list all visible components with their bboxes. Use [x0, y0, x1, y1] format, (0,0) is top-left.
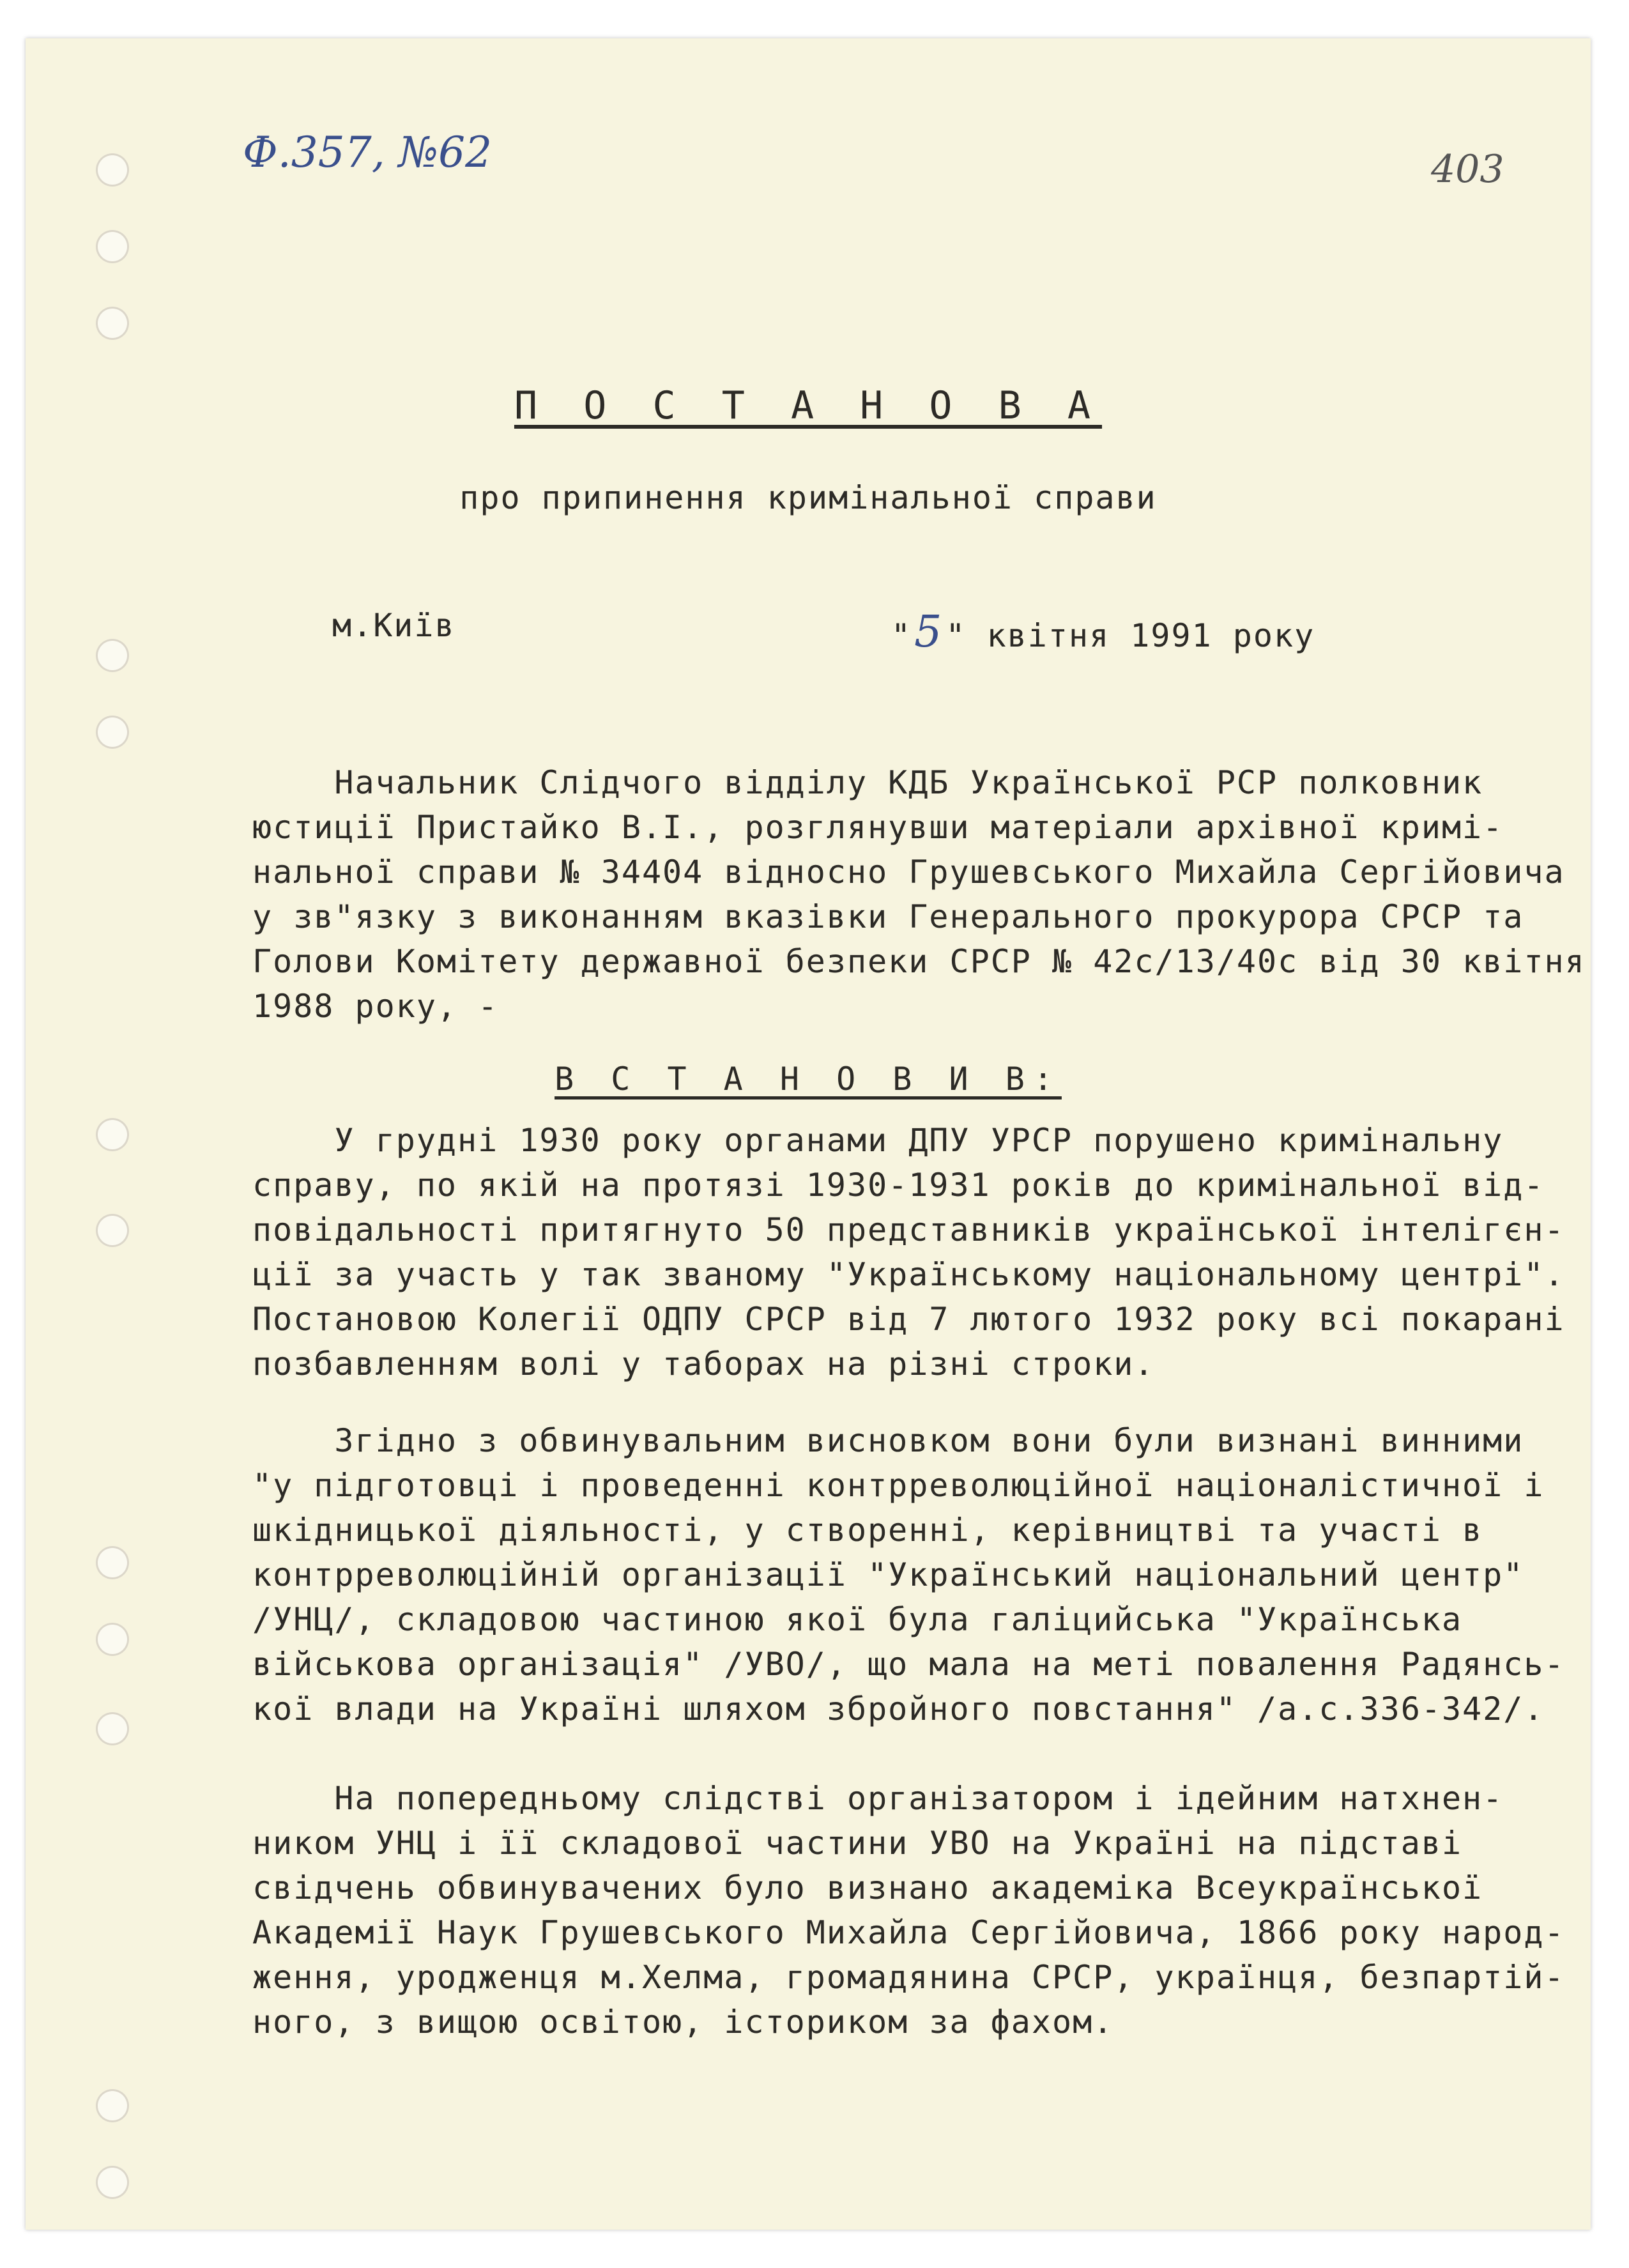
document-subtitle: про припинення кримінальної справи	[459, 479, 1157, 516]
text-line: нальної справи № 34404 відносно Грушевського Михайла Сергійовича	[252, 854, 1565, 891]
paragraph-organizer	[252, 1776, 1568, 2044]
date	[891, 607, 1315, 657]
text-line: Згідно з обвинувальним висновком вони були визнані винними	[252, 1422, 1524, 1459]
text-line: На попередньому слідстві організатором і ідейним натхнен-	[252, 1780, 1504, 1817]
text-line: свідчень обвинувачених було визнано академіка Всеукраїнської	[252, 1869, 1483, 1906]
text-line: шкідницької діяльності, у створенні, керівництві та участі в	[252, 1512, 1483, 1549]
date-open-quote: "	[891, 617, 912, 654]
text-line: У грудні 1930 року органами ДПУ УРСР порушено кримінальну	[252, 1122, 1504, 1159]
punch-hole	[96, 1214, 129, 1247]
page-number: 403	[1431, 147, 1504, 192]
punch-hole	[96, 639, 129, 672]
document-title: П О С Т А Н О В А	[514, 383, 1103, 428]
paragraph-indictment	[252, 1418, 1568, 1731]
date-rest: " квітня 1991 року	[945, 617, 1315, 654]
punch-hole	[96, 2089, 129, 2122]
text-line: юстиції Пристайко В.І., розглянувши матеріали архівної кримі-	[252, 809, 1504, 846]
text-line: ження, уродженця м.Хелма, громадянина СРСР, українця, безпартій-	[252, 1959, 1565, 1996]
text-line: військова організація" /УВО/, що мала на меті повалення Радянсь-	[252, 1646, 1565, 1683]
text-line: контрреволюційній організації "Український національний центр"	[252, 1556, 1524, 1593]
punch-hole	[96, 1623, 129, 1656]
text-line: справу, по якій на протязі 1930-1931 років до кримінальної від-	[252, 1167, 1545, 1204]
punch-hole	[96, 2166, 129, 2199]
text-line: /УНЦ/, складовою частиною якої була галіцийська "Українська	[252, 1601, 1463, 1638]
text-line: "у підготовці і проведенні контрреволюційної націоналістичної і	[252, 1467, 1545, 1504]
punch-hole	[96, 153, 129, 187]
text-line: ції за участь у так званому "Українському національному центрі".	[252, 1256, 1565, 1293]
paragraph-case-opened	[252, 1118, 1568, 1386]
text-line: Академії Наук Грушевського Михайла Сергійовича, 1866 року народ-	[252, 1914, 1565, 1951]
text-line: у зв"язку з виконанням вказівки Генерального прокурора СРСР та	[252, 898, 1524, 935]
text-line: Начальник Слідчого відділу КДБ Української РСР полковник	[252, 764, 1483, 801]
text-line: ником УНЦ і її складової частини УВО на Україні на підставі	[252, 1825, 1463, 1862]
text-line: позбавленням волі у таборах на різні строки.	[252, 1345, 1155, 1383]
section-heading: В С Т А Н О В И В:	[554, 1061, 1062, 1098]
place: м.Київ	[332, 607, 455, 644]
punch-hole	[96, 1546, 129, 1579]
text-line: ного, з вищою освітою, істориком за фахом.	[252, 2004, 1114, 2041]
archive-reference: Ф.357, №62	[243, 128, 493, 177]
text-line: Постановою Колегії ОДПУ СРСР від 7 лютого 1932 року всі покарані	[252, 1301, 1565, 1338]
text-line: кої влади на Україні шляхом збройного повстання" /а.с.336-342/.	[252, 1690, 1545, 1728]
punch-hole	[96, 1712, 129, 1745]
document-page	[26, 38, 1591, 2230]
text-line: Голови Комітету державної безпеки СРСР № 42с/13/40с від 30 квітня	[252, 943, 1586, 980]
text-line: 1988 року, -	[252, 988, 499, 1025]
punch-hole	[96, 716, 129, 749]
text-line: повідальності притягнуто 50 представників української інтелігєн-	[252, 1211, 1565, 1248]
punch-hole	[96, 1118, 129, 1151]
paragraph-preamble	[252, 760, 1586, 1029]
date-day: 5	[914, 607, 944, 657]
punch-hole	[96, 230, 129, 263]
punch-hole	[96, 307, 129, 340]
